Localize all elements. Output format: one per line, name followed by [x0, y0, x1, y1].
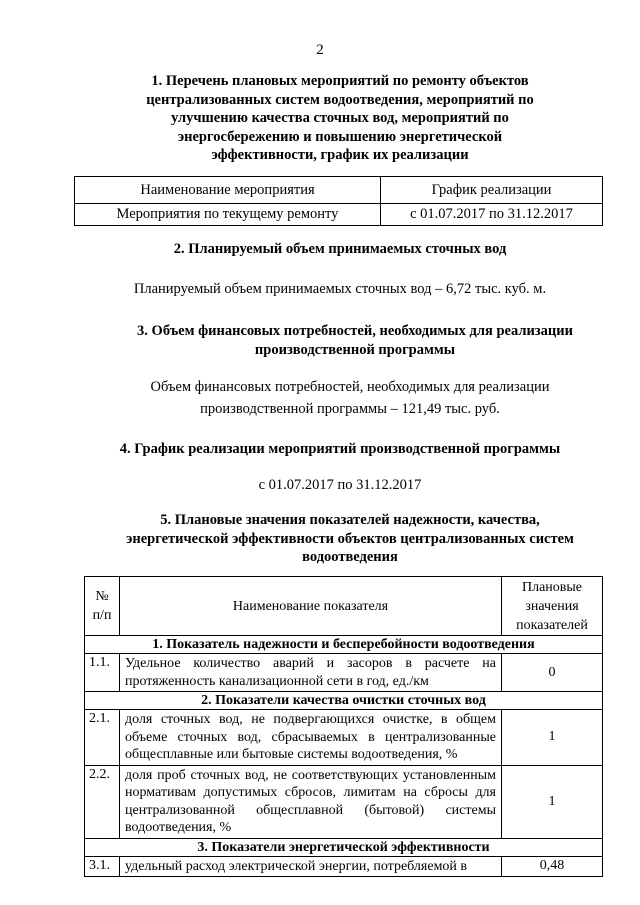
table-row: [85, 654, 603, 692]
column-header: График реализации: [381, 177, 603, 204]
indicator-value: 0,48: [502, 856, 603, 877]
indicator-value: 0: [502, 654, 603, 692]
section4-text: с 01.07.2017 по 31.12.2017: [258, 477, 422, 493]
section-row: [85, 838, 603, 856]
section3-title: 3. Объем финансовых потребностей, необходимых для реализации производственной программы: [137, 323, 573, 358]
section2-title: 2. Планируемый объем принимаемых сточных вод: [173, 241, 507, 257]
table-row: [75, 204, 603, 226]
section-title: 2. Показатели качества очистки сточных вод: [85, 692, 603, 710]
indicators-table: [84, 576, 603, 877]
indicator-value: 1: [502, 710, 603, 766]
row-number: 1.1.: [85, 654, 120, 692]
section4-title: 4. График реализации мероприятий производственной программы: [119, 441, 561, 457]
section5-title: 5. Плановые значения показателей надежности, качества, энергетической эффективности объектов централизованных систем водоотведения: [126, 512, 574, 565]
section-title: 3. Показатели энергетической эффективности: [85, 838, 603, 856]
section-row: [85, 636, 603, 654]
indicator-value: 1: [502, 765, 603, 838]
section1-title: 1. Перечень плановых мероприятий по ремонту объектов централизованных систем водоотведения, мероприятий по улучшению качества сточных вод, мероприятий по энергосбережению и повышению энергетической эффективности, график их реализации: [146, 73, 534, 163]
page-number: 2: [316, 42, 324, 58]
section2-text: Планируемый объем принимаемых сточных вод – 6,72 тыс. куб. м.: [133, 281, 547, 297]
column-header: № п/п: [85, 577, 120, 636]
column-header: Наименование мероприятия: [75, 177, 381, 204]
indicator-name: удельный расход электрической энергии, потребляемой в: [120, 856, 502, 877]
table-row: [85, 765, 603, 838]
table-row: [85, 710, 603, 766]
section-title: 1. Показатель надежности и бесперебойности водоотведения: [85, 636, 603, 654]
table-cell: с 01.07.2017 по 31.12.2017: [381, 204, 603, 226]
indicator-name: Удельное количество аварий и засоров в расчете на протяженность канализационной сети в год, ед./км: [120, 654, 502, 692]
table-cell: Мероприятия по текущему ремонту: [75, 204, 381, 226]
column-header: Плановые значения показателей: [502, 577, 603, 636]
column-header: Наименование показателя: [120, 577, 502, 636]
table-header-row: [85, 577, 603, 636]
section-row: [85, 692, 603, 710]
row-number: 2.2.: [85, 765, 120, 838]
indicator-name: доля проб сточных вод, не соответствующих установленным нормативам допустимых сбросов, лимитам на сбросы для централизованной общесплавной (бытовой) системы водоотведения, %: [120, 765, 502, 838]
table-header-row: [75, 177, 603, 204]
row-number: 3.1.: [85, 856, 120, 877]
indicator-name: доля сточных вод, не подвергающихся очистке, в общем объеме сточных вод, сбрасываемых в централизованные общесплавные или бытовые системы водоотведения, %: [120, 710, 502, 766]
row-number: 2.1.: [85, 710, 120, 766]
section3-text: Объем финансовых потребностей, необходимых для реализации производственной программы – 121,49 тыс. руб.: [150, 379, 550, 417]
activities-table: [74, 176, 603, 226]
table-row: [85, 856, 603, 877]
